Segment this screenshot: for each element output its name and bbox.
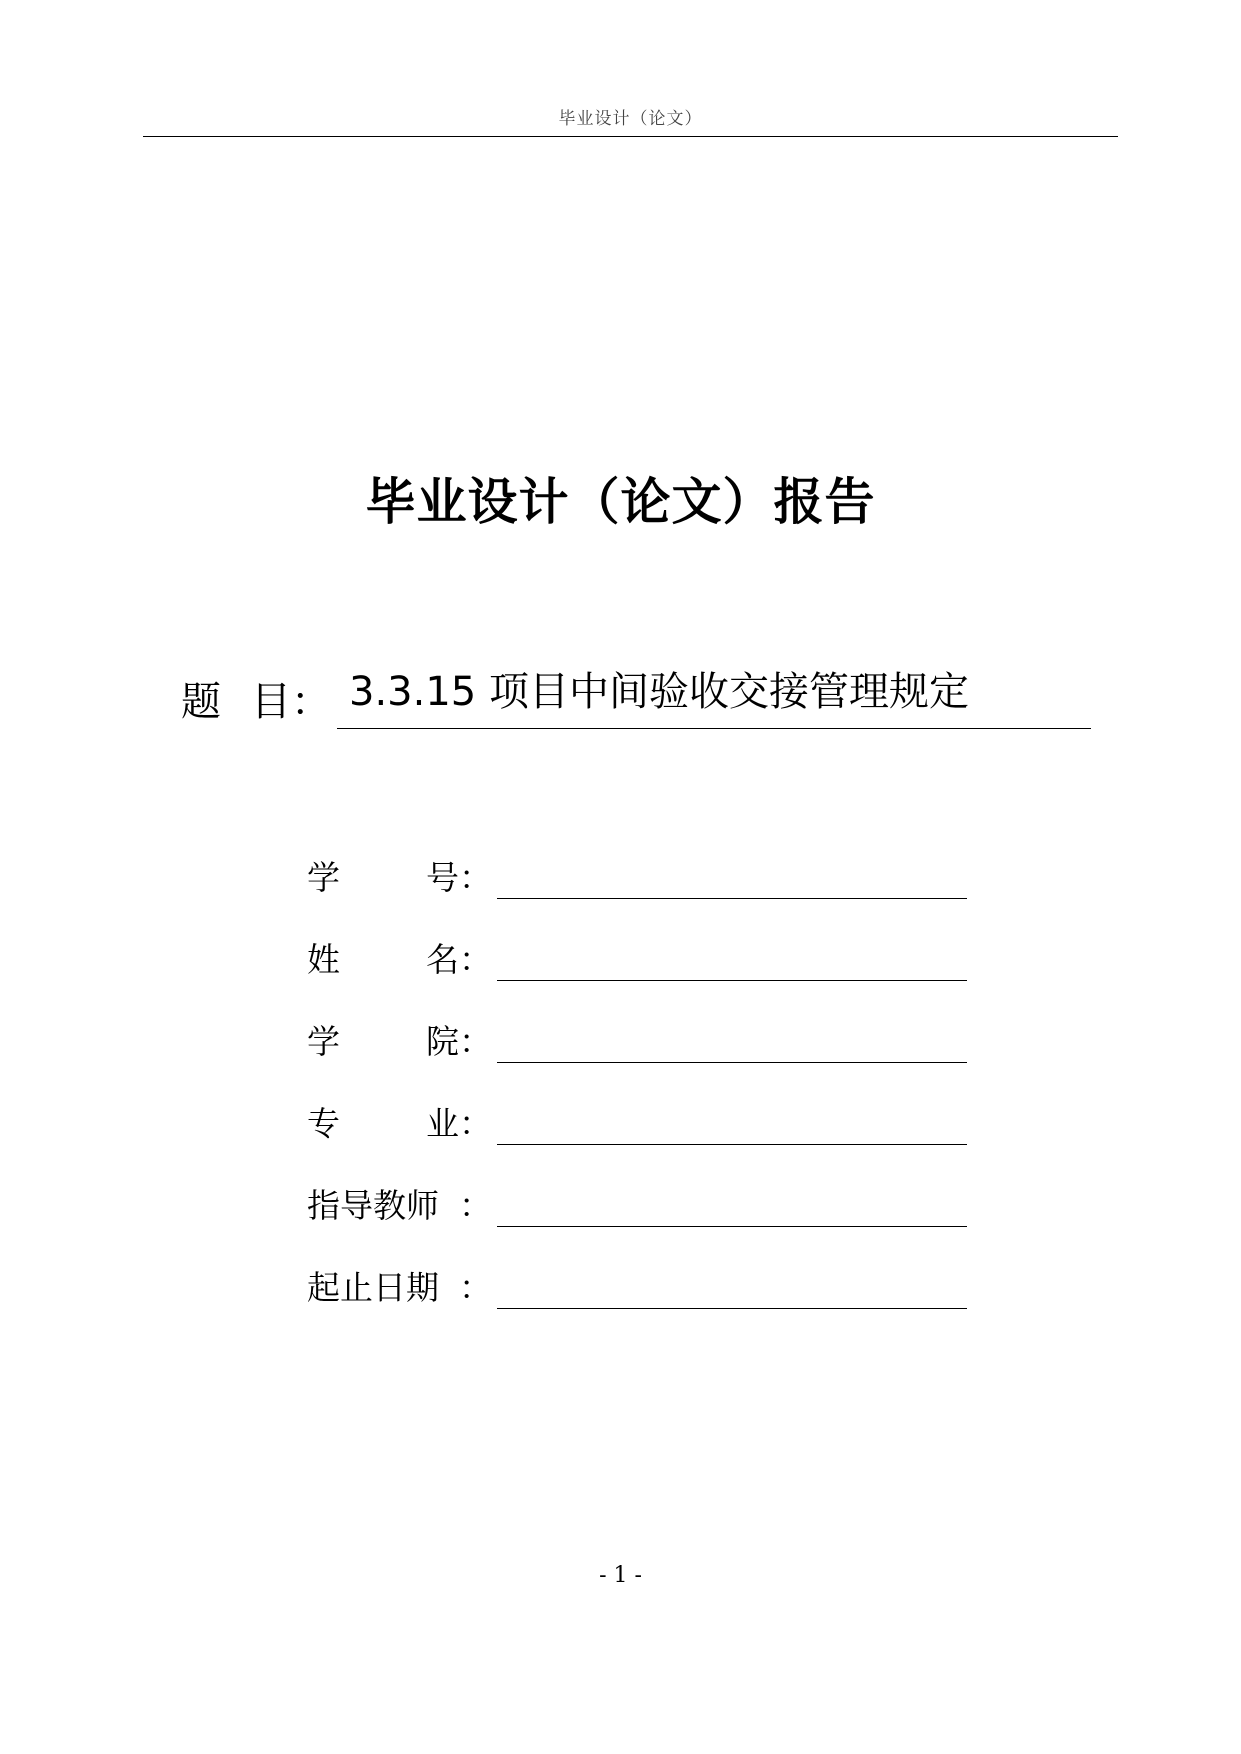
field-row-name (307, 934, 967, 984)
field-label-char: 号 (426, 858, 459, 897)
field-label-char: 姓 (307, 940, 340, 979)
field-label-char: 学 (307, 858, 340, 897)
field-row-student-id (307, 852, 967, 902)
field-colon: ： (459, 1268, 492, 1307)
field-row-college (307, 1016, 967, 1066)
field-colon: ： (459, 1104, 492, 1143)
field-label (307, 1016, 473, 1063)
field-row-major (307, 1098, 967, 1148)
field-colon: ： (459, 1186, 492, 1225)
student-id-line[interactable] (497, 898, 967, 899)
field-label-char: 学 (307, 1022, 340, 1061)
field-colon: ： (459, 858, 492, 897)
running-header: 毕业设计（论文） (558, 109, 703, 129)
field-label-text: 指导教师 (307, 1186, 439, 1225)
field-row-dates (307, 1262, 967, 1312)
name-line[interactable] (497, 980, 967, 981)
field-row-advisor (307, 1180, 967, 1230)
field-label-char: 名 (426, 940, 459, 979)
field-label-char: 专 (307, 1104, 340, 1143)
field-label (307, 1262, 473, 1309)
field-label (307, 1180, 473, 1227)
major-line[interactable] (497, 1144, 967, 1145)
field-label-char: 院 (426, 1022, 459, 1061)
advisor-line[interactable] (497, 1226, 967, 1227)
field-label-char: 业 (426, 1104, 459, 1143)
topic-label-char-1: 题 (181, 679, 221, 725)
topic-label (181, 670, 331, 727)
field-label (307, 934, 473, 981)
field-label-text: 起止日期 (307, 1268, 439, 1307)
topic-value: 3.3.15 项目中间验收交接管理规定 (349, 669, 969, 715)
field-colon: ： (459, 1022, 492, 1061)
field-colon: ： (459, 940, 492, 979)
dates-line[interactable] (497, 1308, 967, 1309)
field-label (307, 1098, 473, 1145)
topic-underline (337, 728, 1091, 729)
page-number: - 1 - (599, 1563, 642, 1588)
topic-label-char-2: 目： (251, 679, 331, 725)
report-title: 毕业设计（论文）报告 (365, 473, 876, 531)
field-label (307, 852, 473, 899)
header-rule (143, 136, 1118, 137)
college-line[interactable] (497, 1062, 967, 1063)
